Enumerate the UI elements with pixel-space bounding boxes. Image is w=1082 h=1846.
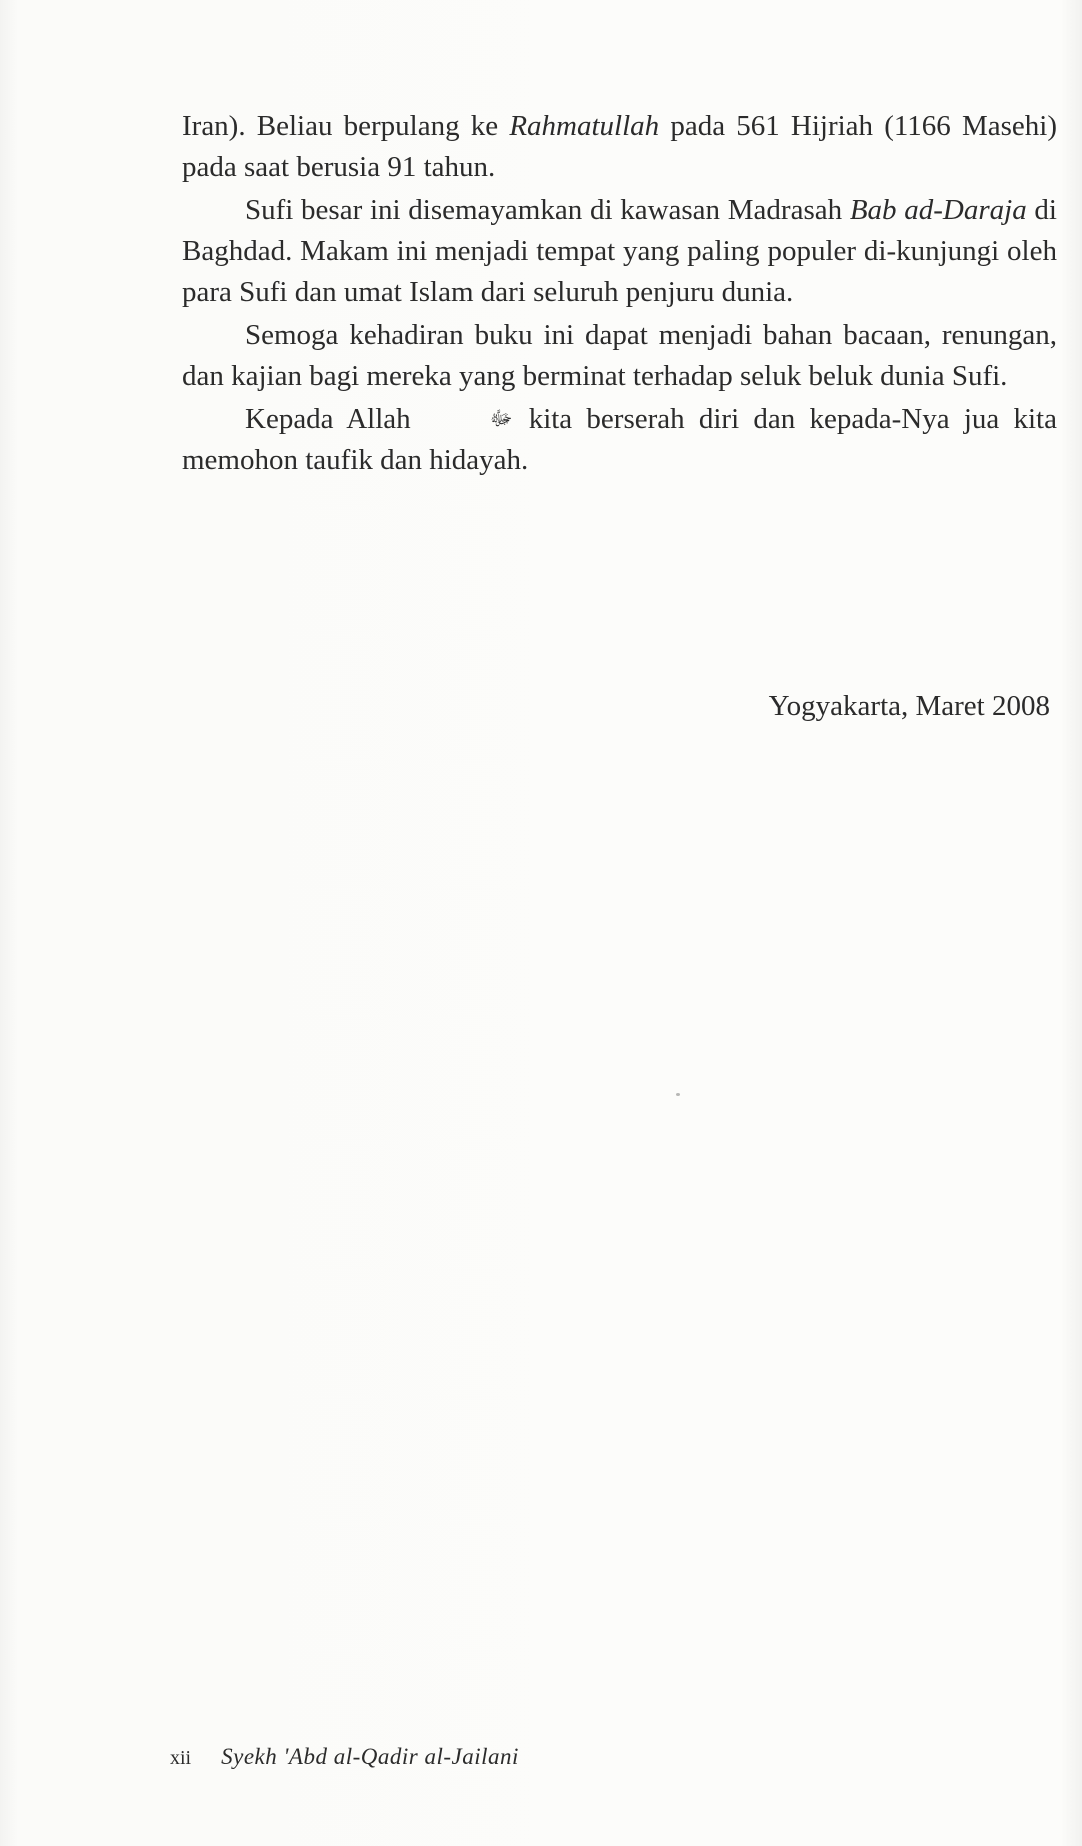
paragraph-4-text-a: Kepada Allah	[245, 403, 425, 435]
page-number: xii	[170, 1747, 192, 1769]
body-text	[182, 106, 1057, 483]
paragraph-1-italic-term: Rahmatullah	[509, 110, 660, 142]
paper-speck	[676, 1093, 680, 1096]
honorific-glyph: ﷻ	[489, 408, 513, 430]
signoff-place-date: Yogyakarta, Maret 2008	[768, 690, 1050, 722]
running-title: Syekh 'Abd al-Qadir al-Jailani	[221, 1744, 519, 1769]
paragraph-1-text-c: pada 561 Hijriah (1166 Masehi) pada saat berusia 91 tahun.	[182, 110, 1058, 183]
paragraph-4	[182, 399, 1057, 481]
paragraph-1	[182, 106, 1057, 188]
paragraph-3: Semoga kehadiran buku ini dapat menjadi bahan bacaan, renungan, dan kajian bagi mereka yang berminat terhadap seluk beluk dunia Sufi.	[182, 319, 1057, 392]
paragraph-2-text-c: di Baghdad. Makam ini menjadi tempat yang paling populer di-kunjungi oleh para Sufi dan umat Islam dari seluruh penjuru dunia.	[182, 194, 1057, 308]
page-footer	[170, 1744, 519, 1770]
paragraph-2-text-a: Sufi besar ini disemayamkan di kawasan Madrasah	[245, 194, 850, 226]
paragraph-2	[182, 190, 1057, 313]
paragraph-4-text-b: kita berserah diri dan kepada-Nya jua kita memohon taufik dan hidayah.	[182, 403, 1057, 476]
paragraph-1-text-a: Iran). Beliau berpulang ke	[182, 110, 510, 142]
paragraph-2-italic-term: Bab ad-Daraja	[849, 194, 1027, 226]
